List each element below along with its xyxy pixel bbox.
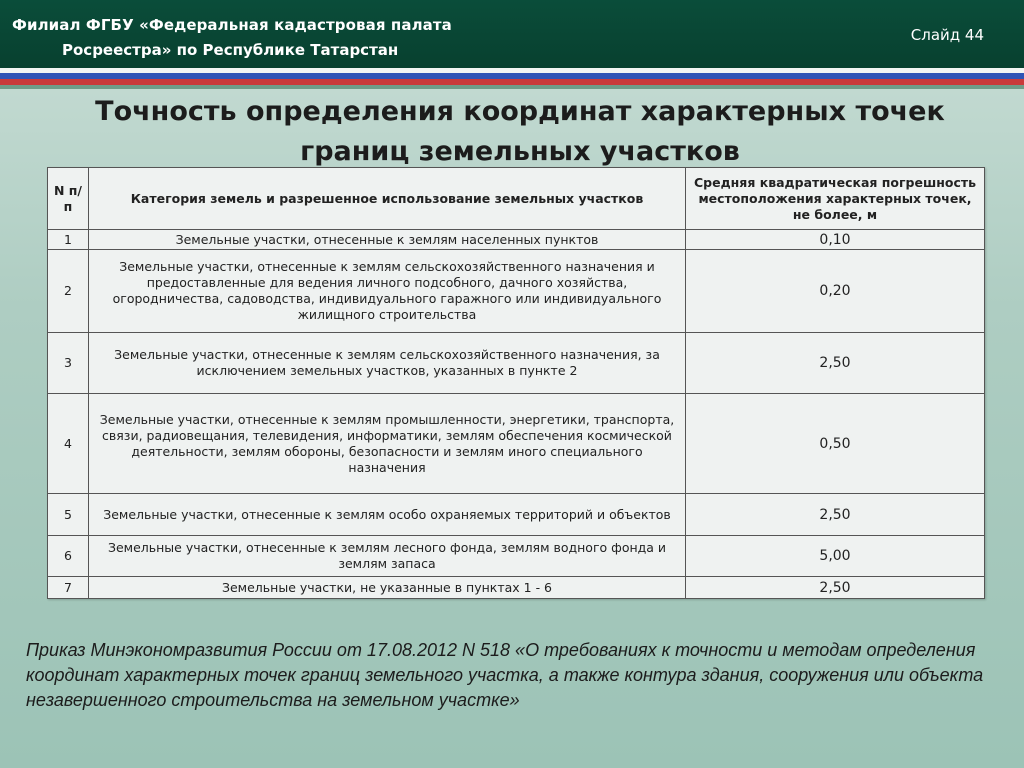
table-row	[48, 250, 985, 333]
row-num: 5	[48, 494, 89, 536]
row-num: 3	[48, 333, 89, 394]
row-num: 4	[48, 394, 89, 494]
table-header-row	[48, 168, 985, 230]
row-category: Земельные участки, отнесенные к землям сельскохозяйственного назначения, за исключением земельных участков, указанных в пункте 2	[89, 333, 686, 394]
row-num: 2	[48, 250, 89, 333]
header-category: Категория земель и разрешенное использование земельных участков	[89, 168, 686, 230]
row-value: 0,20	[686, 250, 985, 333]
table-row	[48, 230, 985, 250]
row-category: Земельные участки, отнесенные к землям сельскохозяйственного назначения и предоставленные для ведения личного подсобного, дачного хозяйства, огородничества, садоводства, индивидуального гаражного или индивидуального жилищного строительства	[89, 250, 686, 333]
row-num: 1	[48, 230, 89, 250]
slide-title-line1: Точность определения координат характерных точек	[95, 96, 945, 127]
header-bar	[0, 0, 1024, 68]
row-value: 0,50	[686, 394, 985, 494]
table-row	[48, 494, 985, 536]
slide-title-line2: границ земельных участков	[300, 136, 740, 167]
row-value: 2,50	[686, 494, 985, 536]
row-num: 6	[48, 536, 89, 577]
legal-reference: Приказ Минэкономразвития России от 17.08.2012 N 518 «О требованиях к точности и методам определения координат характерных точек границ земельного участка, а также контура здания, сооружения или объекта незавершенного строительства на земельном участке»	[26, 640, 984, 710]
org-name-line1: Филиал ФГБУ «Федеральная кадастровая палата	[12, 16, 452, 34]
table-row	[48, 577, 985, 599]
row-value: 0,10	[686, 230, 985, 250]
row-value: 2,50	[686, 577, 985, 599]
table-row	[48, 333, 985, 394]
accuracy-table	[47, 167, 985, 599]
flag-stripe-green	[0, 85, 1024, 89]
slide-number: Слайд 44	[910, 26, 984, 44]
header-num: N п/п	[48, 168, 89, 230]
row-category: Земельные участки, отнесенные к землям населенных пунктов	[89, 230, 686, 250]
row-category: Земельные участки, отнесенные к землям лесного фонда, землям водного фонда и землям запаса	[89, 536, 686, 577]
row-category: Земельные участки, отнесенные к землям особо охраняемых территорий и объектов	[89, 494, 686, 536]
row-num: 7	[48, 577, 89, 599]
row-value: 2,50	[686, 333, 985, 394]
row-value: 5,00	[686, 536, 985, 577]
header-accuracy: Средняя квадратическая погрешность местоположения характерных точек, не более, м	[686, 168, 985, 230]
slide-title	[0, 92, 1024, 172]
table-row	[48, 536, 985, 577]
row-category: Земельные участки, не указанные в пунктах 1 - 6	[89, 577, 686, 599]
org-name-line2: Росреестра» по Республике Татарстан	[62, 41, 399, 59]
row-category: Земельные участки, отнесенные к землям промышленности, энергетики, транспорта, связи, радиовещания, телевидения, информатики, землям обеспечения космической деятельности, землям обороны, безопасности и землям иного специального назначения	[89, 394, 686, 494]
table-row	[48, 394, 985, 494]
